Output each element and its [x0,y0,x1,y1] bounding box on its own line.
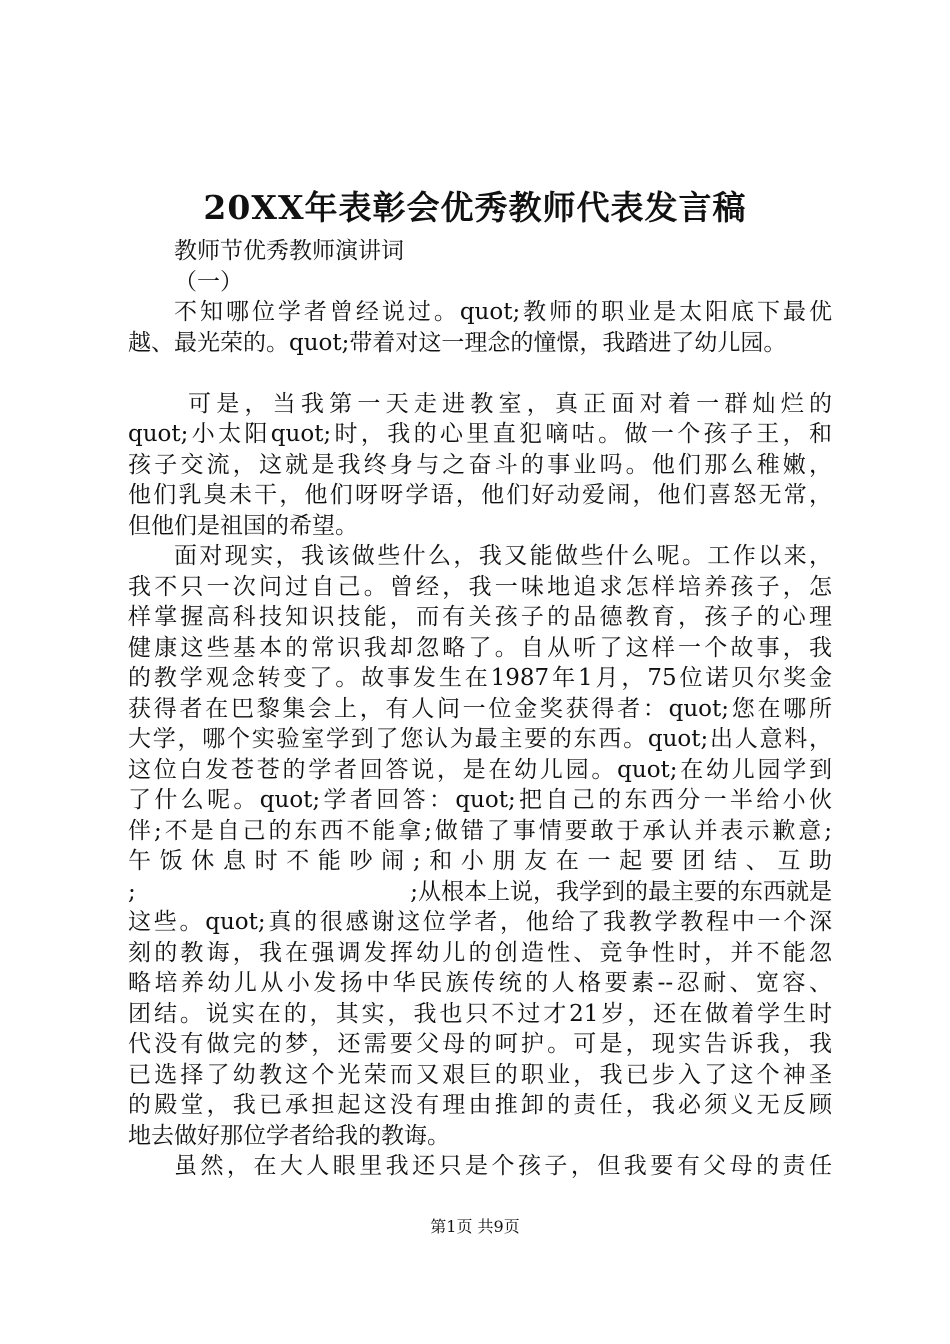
paragraph-line: 他们乳臭未干，他们呀呀学语，他们好动爱闹，他们喜怒无常， [128,482,832,508]
paragraph-line: 获得者在巴黎集会上，有人问一位金奖获得者：quot;您在哪所 [128,695,832,722]
paragraph-line: 我不只一次问过自己。曾经，我一味地追求怎样培养孩子，怎 [128,573,832,600]
paragraph-line: 这位白发苍苍的学者回答说，是在幼儿园。quot;在幼儿园学到 [128,756,832,783]
paragraph-line: 伴;不是自己的东西不能拿;做错了事情要敢于承认并表示歉意; [128,817,832,844]
paragraph-line [128,877,832,908]
page-footer: 第1页 共9页 [430,1217,520,1236]
paragraph-line: 健康这些基本的常识我却忽略了。自从听了这样一个故事，我 [128,634,832,661]
paragraph-line: 孩子交流，这就是我终身与之奋斗的事业吗。他们那么稚嫩， [128,451,832,478]
document-title: 20XX年表彰会优秀教师代表发言稿 [203,188,747,227]
blank-line [128,358,832,389]
paragraph-line: 但他们是祖国的希望。 [128,512,358,539]
paragraph-line: 午饭休息时不能吵闹;和小朋友在一起要团结、互助 [128,848,832,874]
paragraph-line: 地去做好那位学者给我的教诲。 [128,1122,450,1149]
paragraph-line: 面对现实，我该做些什么，我又能做些什么呢。工作以来， [174,543,832,569]
paragraph-line-fragment: ;从根本上说，我学到的最主要的东西就是 [410,878,832,905]
paragraph-line: quot;小太阳quot;时，我的心里直犯嘀咕。做一个孩子王，和 [128,421,832,447]
paragraph-line: 略培养幼儿从小发扬中华民族传统的人格要素--忍耐、宽容、 [128,970,832,996]
document-body [128,236,832,1182]
paragraph-line: 样掌握高科技知识技能，而有关孩子的品德教育，孩子的心理 [128,604,832,630]
paragraph-line: 大学，哪个实验室学到了您认为最主要的东西。quot;出人意料， [128,726,832,752]
paragraph-line: 已选择了幼教这个光荣而又艰巨的职业，我已步入了这个神圣 [128,1061,832,1088]
paragraph-line: 虽然，在大人眼里我还只是个孩子，但我要有父母的责任 [174,1153,832,1179]
paragraph-line: 刻的教诲，我在强调发挥幼儿的创造性、竞争性时，并不能忽 [128,939,832,966]
subtitle-line: 教师节优秀教师演讲词 [174,238,404,264]
paragraph-line: 代没有做完的梦，还需要父母的呵护。可是，现实告诉我，我 [128,1031,832,1057]
paragraph-line: 团结。说实在的，其实，我也只不过才21岁，还在做着学生时 [128,1000,832,1027]
semicolon-fragment: ; [128,878,136,905]
section-marker: （一） [174,268,243,295]
paragraph-line: 了什么呢。quot;学者回答：quot;把自己的东西分一半给小伙 [128,787,832,813]
paragraph-line: 不知哪位学者曾经说过。quot;教师的职业是太阳底下最优 [174,299,832,325]
paragraph-line: 可是，当我第一天走进教室，真正面对着一群灿烂的 [188,390,832,417]
paragraph-line: 越、最光荣的。quot;带着对这一理念的憧憬，我踏进了幼儿园。 [128,329,787,356]
paragraph-line: 的教学观念转变了。故事发生在1987年1月，75位诺贝尔奖金 [128,665,832,691]
paragraph-line: 这些。quot;真的很感谢这位学者，他给了我教学教程中一个深 [128,909,832,935]
paragraph-line: 的殿堂，我已承担起这没有理由推卸的责任，我必须义无反顾 [128,1092,832,1118]
